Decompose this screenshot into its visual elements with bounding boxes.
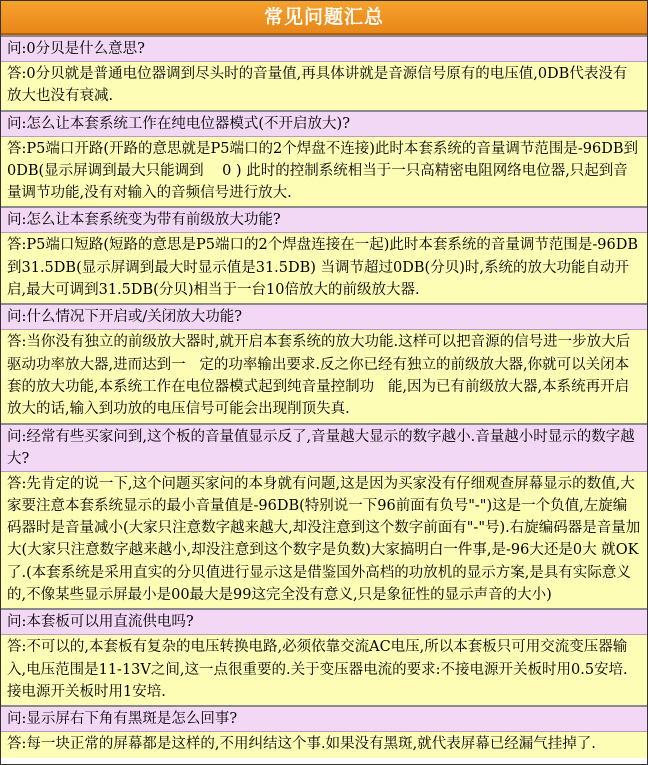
question-text: 问:显示屏右下角有黑斑是怎么回事? xyxy=(1,705,647,732)
question-text: 问:什么情况下开启或/关闭放大功能? xyxy=(1,303,647,330)
answer-text: 答:P5端口短路(短路的意思是P5端口的2个焊盘连接在一起)此时本套系统的音量调节范围是-96DB到31.5DB(显示屏调到最大时显示值是31.5DB) 当调节超过0DB(分贝)时,系统的放大功能自动开启,最大可调到31.5DB(分贝)相当于一台10倍放大的前级放大器. xyxy=(1,233,647,303)
faq-item-1 xyxy=(1,35,647,110)
faq-item-5 xyxy=(1,423,647,609)
page-title: 常见问题汇总 xyxy=(1,1,647,35)
faq-item-3 xyxy=(1,206,647,303)
question-text: 问:怎么让本套系统工作在纯电位器模式(不开启放大)? xyxy=(1,110,647,137)
answer-text: 答:0分贝就是普通电位器调到尽头时的音量值,再具体讲就是音源信号原有的电压值,0DB代表没有放大也没有衰减. xyxy=(1,62,647,110)
faq-item-4 xyxy=(1,303,647,422)
question-text: 问:本套板可以用直流供电吗? xyxy=(1,608,647,635)
answer-text: 答:每一块正常的屏幕都是这样的,不用纠结这个事.如果没有黑斑,就代表屏幕已经漏气挂掉了. xyxy=(1,732,647,757)
answer-text: 答:当你没有独立的前级放大器时,就开启本套系统的放大功能.这样可以把音源的信号进一步放大后驱动功率放大器,进而达到一 定的功率输出要求.反之你已经有独立的前级放大器,你就可以关闭本套的放大功能,本系统工作在电位器模式起到纯音量控制功 能,因为已有前级放大器,本系统再开启放大的话,输入到功放的电压信号可能会出现削顶失真. xyxy=(1,330,647,422)
question-text: 问:经常有些买家问到,这个板的音量值显示反了,音量越大显示的数字越小.音量越小时显示的数字越大? xyxy=(1,423,647,472)
faq-item-2 xyxy=(1,110,647,207)
answer-text: 答:不可以的,本套板有复杂的电压转换电路,必须依靠交流AC电压,所以本套板只可用交流变压器输入,电压范围是11-13V之间,这一点很重要的.关于变压器电流的要求:不接电源开关板时用0.5安培. 接电源开关板时用1安培. xyxy=(1,635,647,705)
answer-text: 答:先肯定的说一下,这个问题买家问的本身就有问题,这是因为买家没有仔细观查屏幕显示的数值,大家要注意本套系统显示的最小音量值是-96DB(特别说一下96前面有负号"-")这是一个负值,左旋编码器时是音量减小(大家只注意数字越来越大,却没注意到这个数字前面有"-"号).右旋编码器是音量加大(大家只注意数字越来越小,却没注意到这个数字是负数)大家搞明白一件事,是-96大还是0大 就OK了.(本套系统是采用直实的分贝值进行显示这是借鉴国外高档的功放机的显示方案,是具有实际意义的,不像某些显示屏最小是00最大是99这完全没有意义,只是象征性的显示声音的大小) xyxy=(1,472,647,609)
faq-item-7 xyxy=(1,705,647,757)
answer-text: 答:P5端口开路(开路的意思就是P5端口的2个焊盘不连接)此时本套系统的音量调节范围是-96DB到0DB(显示屏调到最大只能调到 0 ) 此时的控制系统相当于一只高精密电阻网络电位器,只起到音量调节功能,没有对输入的音频信号进行放大. xyxy=(1,137,647,207)
faq-item-6 xyxy=(1,608,647,705)
question-text: 问:0分贝是什么意思? xyxy=(1,35,647,62)
question-text: 问:怎么让本套系统变为带有前级放大功能? xyxy=(1,206,647,233)
